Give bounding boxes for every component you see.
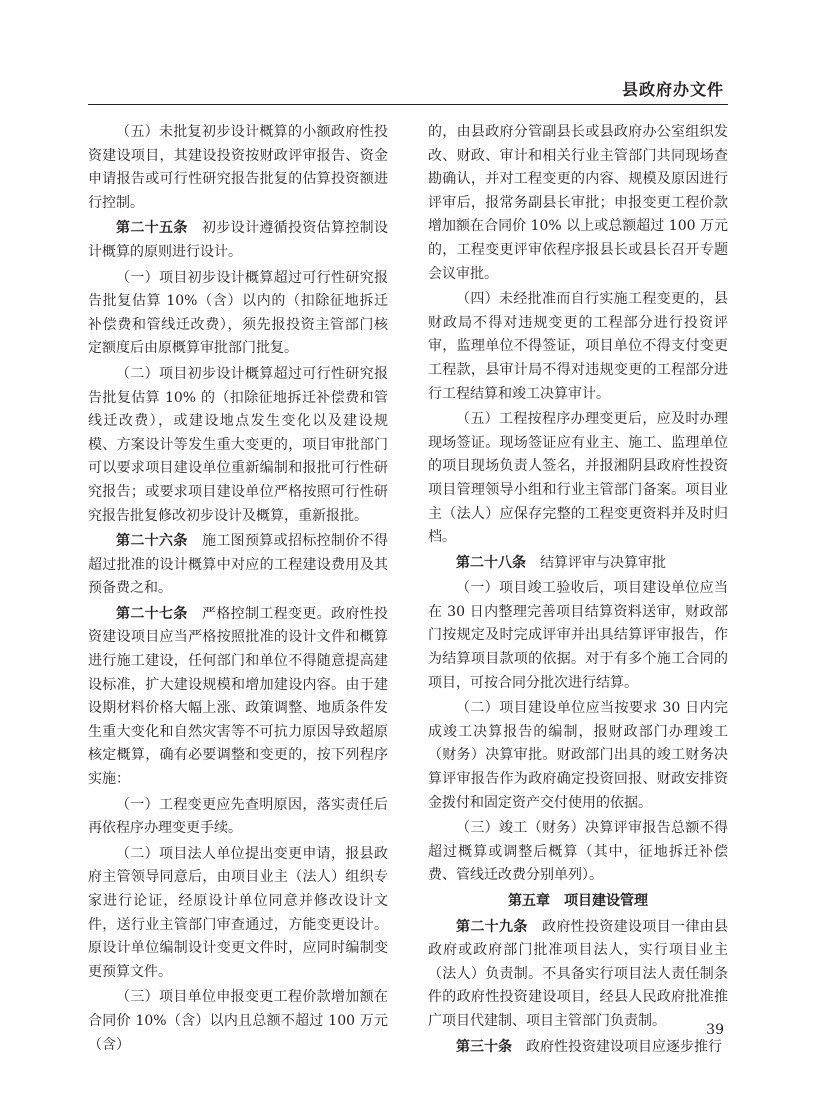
article-label: 第二十七条	[116, 605, 188, 622]
paragraph-text: （一）项目初步设计概算超过可行性研究报告批复估算 10%（含）以内的（扣除征地拆迁补偿费和管线迁改费），须先报投资主管部门核定额度后由原概算审批部门批复。	[88, 269, 388, 357]
header-title: 县政府办文件	[621, 80, 724, 99]
paragraph-text: （四）未经批准而自行实施工程变更的，县财政局不得对违规变更的工程部分进行投资评审，监理单位不得签证，项目单位不得支付变更工程款，县审计局不得对违规变更的工程部分进行工程结算和竣工决算审计。	[428, 291, 728, 402]
paragraph	[88, 267, 388, 361]
paragraph	[428, 577, 728, 695]
paragraph-text: 结算评审与决算审批	[526, 554, 666, 571]
article-label: 第二十六条	[116, 533, 188, 550]
paragraph-text: 的，由县政府分管副县长或县政府办公室组织发改、财政、审计和相关行业主管部门共同现场查勘确认，并对工程变更的内容、规模及原因进行评审后，报常务副县长审批；申报变更工程价款增加额在合同价 10% 以上或总额超过 100 万元的，工程变更评审依程序报县长或县长召开专题会议审批。	[428, 124, 728, 282]
paragraph	[88, 986, 388, 1057]
article-label: 第二十八条	[456, 554, 526, 571]
paragraph	[88, 530, 388, 601]
paragraph	[428, 817, 728, 888]
paragraph-text: （二）项目建设单位应当按要求 30 日内完成竣工决算报告的编制，报财政部门办理竣工（财务）决算审批。财政部门出具的竣工财务决算评审报告作为政府确定投资回报、财政安排资金拨付和固定资产交付使用的依据。	[428, 700, 728, 811]
article-label: 第三十条	[456, 1038, 512, 1055]
paragraph-text: （二）项目初步设计概算超过可行性研究报告批复估算 10% 的（扣除征地拆迁补偿费和管线迁改费），或建设地点发生变化以及建设规模、方案设计等发生重大变更的，项目审批部门可以要求项目建设单位重新编制和报批可行性研究报告；或要求项目建设单位严格按照可行性研究报告批复修改初步设计及概算，重新报批。	[88, 365, 388, 524]
paragraph	[88, 843, 388, 985]
paragraph-text: （五）工程按程序办理变更后，应及时办理现场签证。现场签证应有业主、施工、监理单位的项目现场负责人签名，并报湘阴县政府性投资项目管理领导小组和行业主管部门备案。项目业主（法人）应保存完整的工程变更资料并及时归档。	[428, 411, 728, 546]
paragraph-text: 严格控制工程变更。政府性投资建设项目应当严格按照批准的设计文件和概算进行施工建设，任何部门和单位不得随意提高建设标准，扩大建设规模和增加建设内容。由于建设期材料价格大幅上涨、政策调整、地质条件发生重大变化和自然灾害等不可抗力原因导致超原核定概算，确有必要调整和变更的，按下列程序实施：	[88, 605, 389, 788]
paragraph-text: （二）项目法人单位提出变更申请，报县政府主管领导同意后，由项目业主（法人）组织专家进行论证，经原设计单位同意并修改设计文件，送行业主管部门审查通过，方能变更设计。原设计单位编制设计变更文件时，应同时编制变更预算文件。	[88, 845, 388, 980]
paragraph-text: （一）工程变更应先查明原因，落实责任后再依程序办理变更手续。	[88, 796, 388, 837]
right-column	[428, 121, 728, 1061]
paragraph-text: （五）未批复初步设计概算的小额政府性投资建设项目，其建设投资按财政评审报告、资金申请报告或可行性研究报告批复的估算投资额进行控制。	[88, 124, 388, 211]
paragraph-continuation	[428, 121, 728, 286]
paragraph	[428, 916, 728, 1034]
paragraph-text: 初步设计遵循投资估算控制设计概算的原则进行设计。	[88, 220, 389, 260]
paragraph	[428, 697, 728, 815]
paragraph	[428, 408, 728, 550]
paragraph	[88, 603, 388, 792]
paragraph	[88, 794, 388, 841]
chapter-heading	[428, 890, 728, 914]
chapter-title: 第五章 项目建设管理	[508, 893, 648, 909]
paragraph	[428, 288, 728, 406]
left-column	[88, 121, 388, 1059]
paragraph-text: 政府性投资建设项目一律由县政府或政府部门批准项目法人，实行项目业主（法人）负责制。不具备实行项目法人责任制条件的政府性投资建设项目，经县人民政府批准推广项目代建制、项目主管部门负责制。	[428, 918, 729, 1029]
paragraph-text: （三）竣工（财务）决算评审报告总额不得超过概算或调整后概算（其中，征地拆迁补偿费、管线迁改费分别单列）。	[428, 820, 728, 884]
paragraph-text: 施工图预算或招标控制价不得超过批准的设计概算中对应的工程建设费用及其预备费之和。	[88, 533, 389, 597]
paragraph-text: 政府性投资建设项目应逐步推行	[512, 1038, 722, 1055]
article-label: 第二十五条	[116, 220, 188, 237]
paragraph-text: （一）项目竣工验收后，项目建设单位应当在 30 日内整理完善项目结算资料送审，财政部门按规定及时完成评审并出具结算评审报告，作为结算项目款项的依据。对于有多个施工合同的项目，可按合同分批次进行结算。	[428, 580, 728, 691]
page-number: 39	[706, 1022, 724, 1038]
header-rule	[88, 104, 728, 105]
paragraph	[88, 217, 388, 264]
paragraph	[88, 121, 388, 215]
paragraph	[88, 363, 388, 528]
article-label: 第二十九条	[456, 918, 528, 935]
paragraph	[428, 1036, 728, 1060]
paragraph	[428, 552, 728, 576]
paragraph-text: （三）项目单位申报变更工程价款增加额在合同价 10%（含）以内且总额不超过 100 万元（含）	[88, 989, 388, 1053]
